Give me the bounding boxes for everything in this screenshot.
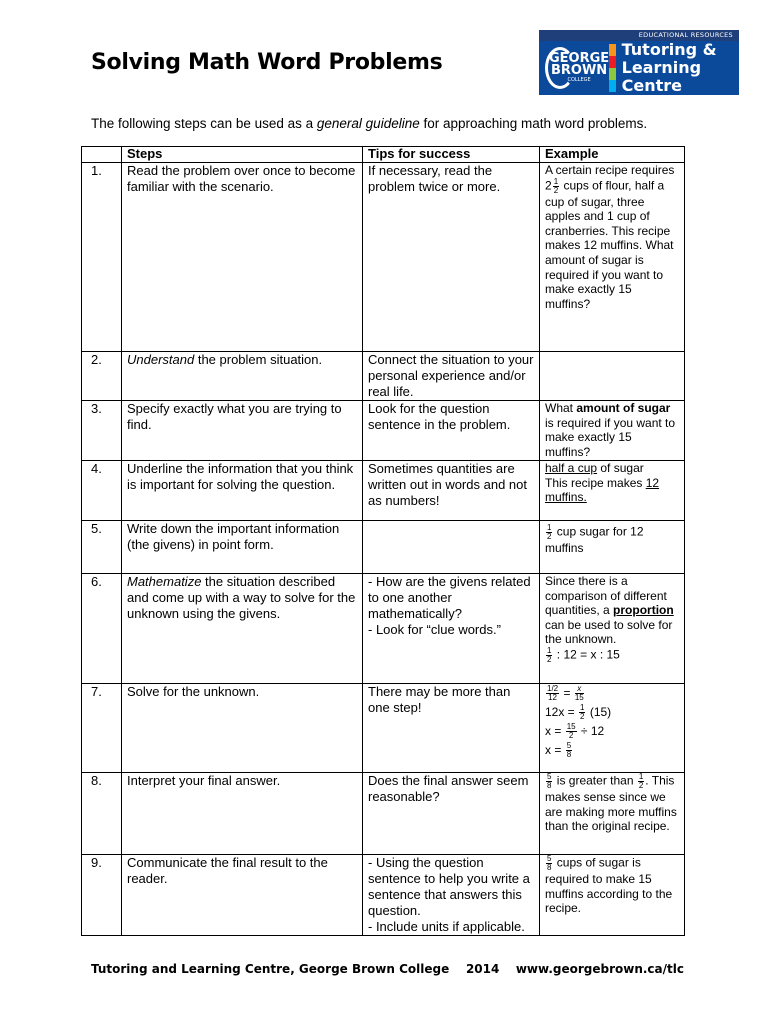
- step-text: Solve for the unknown.: [122, 684, 363, 773]
- step-emphasis: Mathematize: [127, 574, 202, 589]
- example-part: is required if you want to make exactly 15 muffins?: [545, 415, 676, 459]
- header-num: [82, 147, 122, 163]
- tip-text: If necessary, read the problem twice or more.: [363, 163, 540, 352]
- example-part: can be used to solve for the unknown.: [545, 617, 673, 647]
- example-text: [540, 855, 685, 936]
- example-part: of sugar: [597, 461, 644, 475]
- header-tips: Tips for success: [363, 147, 540, 163]
- step-number: 1.: [82, 163, 122, 352]
- example-part: What: [545, 401, 577, 415]
- tip-part: - How are the givens related to one another mathematically?: [368, 574, 531, 621]
- table-row: [82, 773, 685, 855]
- fraction: $\frac{x}{15}$: [574, 684, 584, 703]
- example-text: [540, 521, 685, 574]
- logo-right-line2: Learning Centre: [621, 58, 702, 95]
- tip-part: - Look for “clue words.”: [368, 622, 501, 637]
- table-row: [82, 352, 685, 401]
- fraction: $\frac{5}{8}$: [547, 772, 552, 790]
- table-header-row: [82, 147, 685, 163]
- tip-part: - Include units if applicable.: [368, 919, 525, 934]
- table-row: [82, 574, 685, 684]
- step-text: [122, 574, 363, 684]
- example-part: Since there is a comparison of different quantities, a: [545, 574, 667, 618]
- tip-text: Connect the situation to your personal experience and/or real life.: [363, 352, 540, 401]
- step-number: 3.: [82, 401, 122, 461]
- table-row: [82, 684, 685, 773]
- example-text: [540, 461, 685, 521]
- footer-url: www.georgebrown.ca/tlc: [515, 962, 684, 976]
- example-part: cups of sugar is required to make 15 muffins according to the recipe.: [545, 855, 673, 916]
- equation-line: $\frac{1/2}{12}$ = $\frac{x}{15}$: [547, 684, 584, 703]
- header-steps: Steps: [122, 147, 363, 163]
- fraction: $\frac{1}{2}$: [547, 645, 552, 664]
- footer-credit: Tutoring and Learning Centre, George Brown College 2014: [91, 962, 500, 976]
- logo-brand-line1: GEORGE: [549, 51, 610, 66]
- example-text: [540, 773, 685, 855]
- fraction: $\frac{1}{2}$: [580, 703, 585, 722]
- equation-line: x = $\frac{5}{8}$: [545, 741, 572, 760]
- tip-text: Sometimes quantities are written out in words and not as numbers!: [363, 461, 540, 521]
- table-row: [82, 521, 685, 574]
- header-example: Example: [540, 147, 685, 163]
- logo-strip-text: EDUCATIONAL RESOURCES: [539, 30, 739, 41]
- fraction: $\frac{5}{8}$: [547, 854, 552, 872]
- step-text: Underline the information that you think is important for solving the question.: [122, 461, 363, 521]
- step-number: 2.: [82, 352, 122, 401]
- fraction: $\frac{15}{2}$: [566, 722, 576, 741]
- steps-table: [81, 146, 685, 936]
- example-text: [540, 684, 685, 773]
- example-underline: half a cup: [545, 461, 598, 475]
- fraction: $\frac{1}{2}$: [638, 772, 644, 790]
- tip-text: Does the final answer seem reasonable?: [363, 773, 540, 855]
- intro-before: The following steps can be used as a: [91, 116, 317, 131]
- step-text: Specify exactly what you are trying to find.: [122, 401, 363, 461]
- tip-part: - Using the question sentence to help you write a sentence that answers this question.: [368, 855, 530, 918]
- example-text: [540, 352, 685, 401]
- logo-brand-line2: BROWN: [550, 63, 608, 78]
- tip-text: [363, 574, 540, 684]
- step-number: 5.: [82, 521, 122, 574]
- example-underline: 12 muffins.: [545, 475, 660, 505]
- fraction: $\frac{1}{2}$: [553, 176, 559, 195]
- example-text: [540, 574, 685, 684]
- example-bold: proportion: [613, 603, 674, 618]
- intro-emphasis: general guideline: [316, 116, 420, 131]
- logo-centre-name: [616, 41, 739, 95]
- step-number: 9.: [82, 855, 122, 936]
- page-title: Solving Math Word Problems: [91, 50, 443, 75]
- step-text: Communicate the final result to the reader.: [122, 855, 363, 936]
- step-emphasis: Understand: [127, 352, 195, 367]
- table-row: [82, 855, 685, 936]
- step-number: 7.: [82, 684, 122, 773]
- example-part: . This makes sense since we are making more muffins than the original recipe.: [545, 773, 677, 834]
- step-text: [122, 352, 363, 401]
- college-logo: [539, 30, 739, 95]
- table-row: [82, 401, 685, 461]
- table-row: [82, 461, 685, 521]
- step-text: Write down the important information (the givens) in point form.: [122, 521, 363, 574]
- example-part: cups of flour, half a cup of sugar, three apples and 1 cup of cranberries. This recipe makes 12 muffins. What amount of sugar is required if you want to make exactly 15 muffins?: [545, 178, 674, 311]
- tip-text: [363, 521, 540, 574]
- fraction: $\frac{1/2}{12}$: [547, 684, 559, 703]
- step-text: Interpret your final answer.: [122, 773, 363, 855]
- intro-after: for approaching math word problems.: [419, 116, 648, 131]
- step-part: the problem situation.: [194, 352, 323, 367]
- tip-text: There may be more than one step!: [363, 684, 540, 773]
- logo-brand: [539, 41, 609, 95]
- example-part: A certain recipe requires 2: [545, 163, 675, 193]
- step-text: Read the problem over once to become familiar with the scenario.: [122, 163, 363, 352]
- example-text: [540, 163, 685, 352]
- equation-line: x = $\frac{15}{2}$ ÷ 12: [545, 722, 605, 741]
- example-part: is greater than: [553, 773, 637, 788]
- tip-text: [363, 855, 540, 936]
- tip-text: Look for the question sentence in the problem.: [363, 401, 540, 461]
- logo-right-line1: Tutoring &: [621, 40, 717, 59]
- example-bold: amount of sugar: [576, 401, 671, 415]
- example-part: This recipe makes: [545, 475, 646, 490]
- example-part: : 12 = x : 15: [553, 647, 620, 662]
- step-number: 6.: [82, 574, 122, 684]
- equation-line: 12x = $\frac{1}{2}$ (15): [545, 703, 612, 722]
- fraction: $\frac{1}{2}$: [547, 523, 552, 541]
- logo-brand-small: COLLEGE: [567, 77, 591, 83]
- step-number: 4.: [82, 461, 122, 521]
- table-row: [82, 163, 685, 352]
- step-number: 8.: [82, 773, 122, 855]
- example-text: [540, 401, 685, 461]
- step-part: the situation described and come up with a way to solve for the unknown using the givens.: [127, 574, 356, 621]
- example-part: cup sugar for 12 muffins: [545, 524, 644, 555]
- intro-text: [91, 116, 647, 131]
- fraction: $\frac{5}{8}$: [566, 741, 572, 760]
